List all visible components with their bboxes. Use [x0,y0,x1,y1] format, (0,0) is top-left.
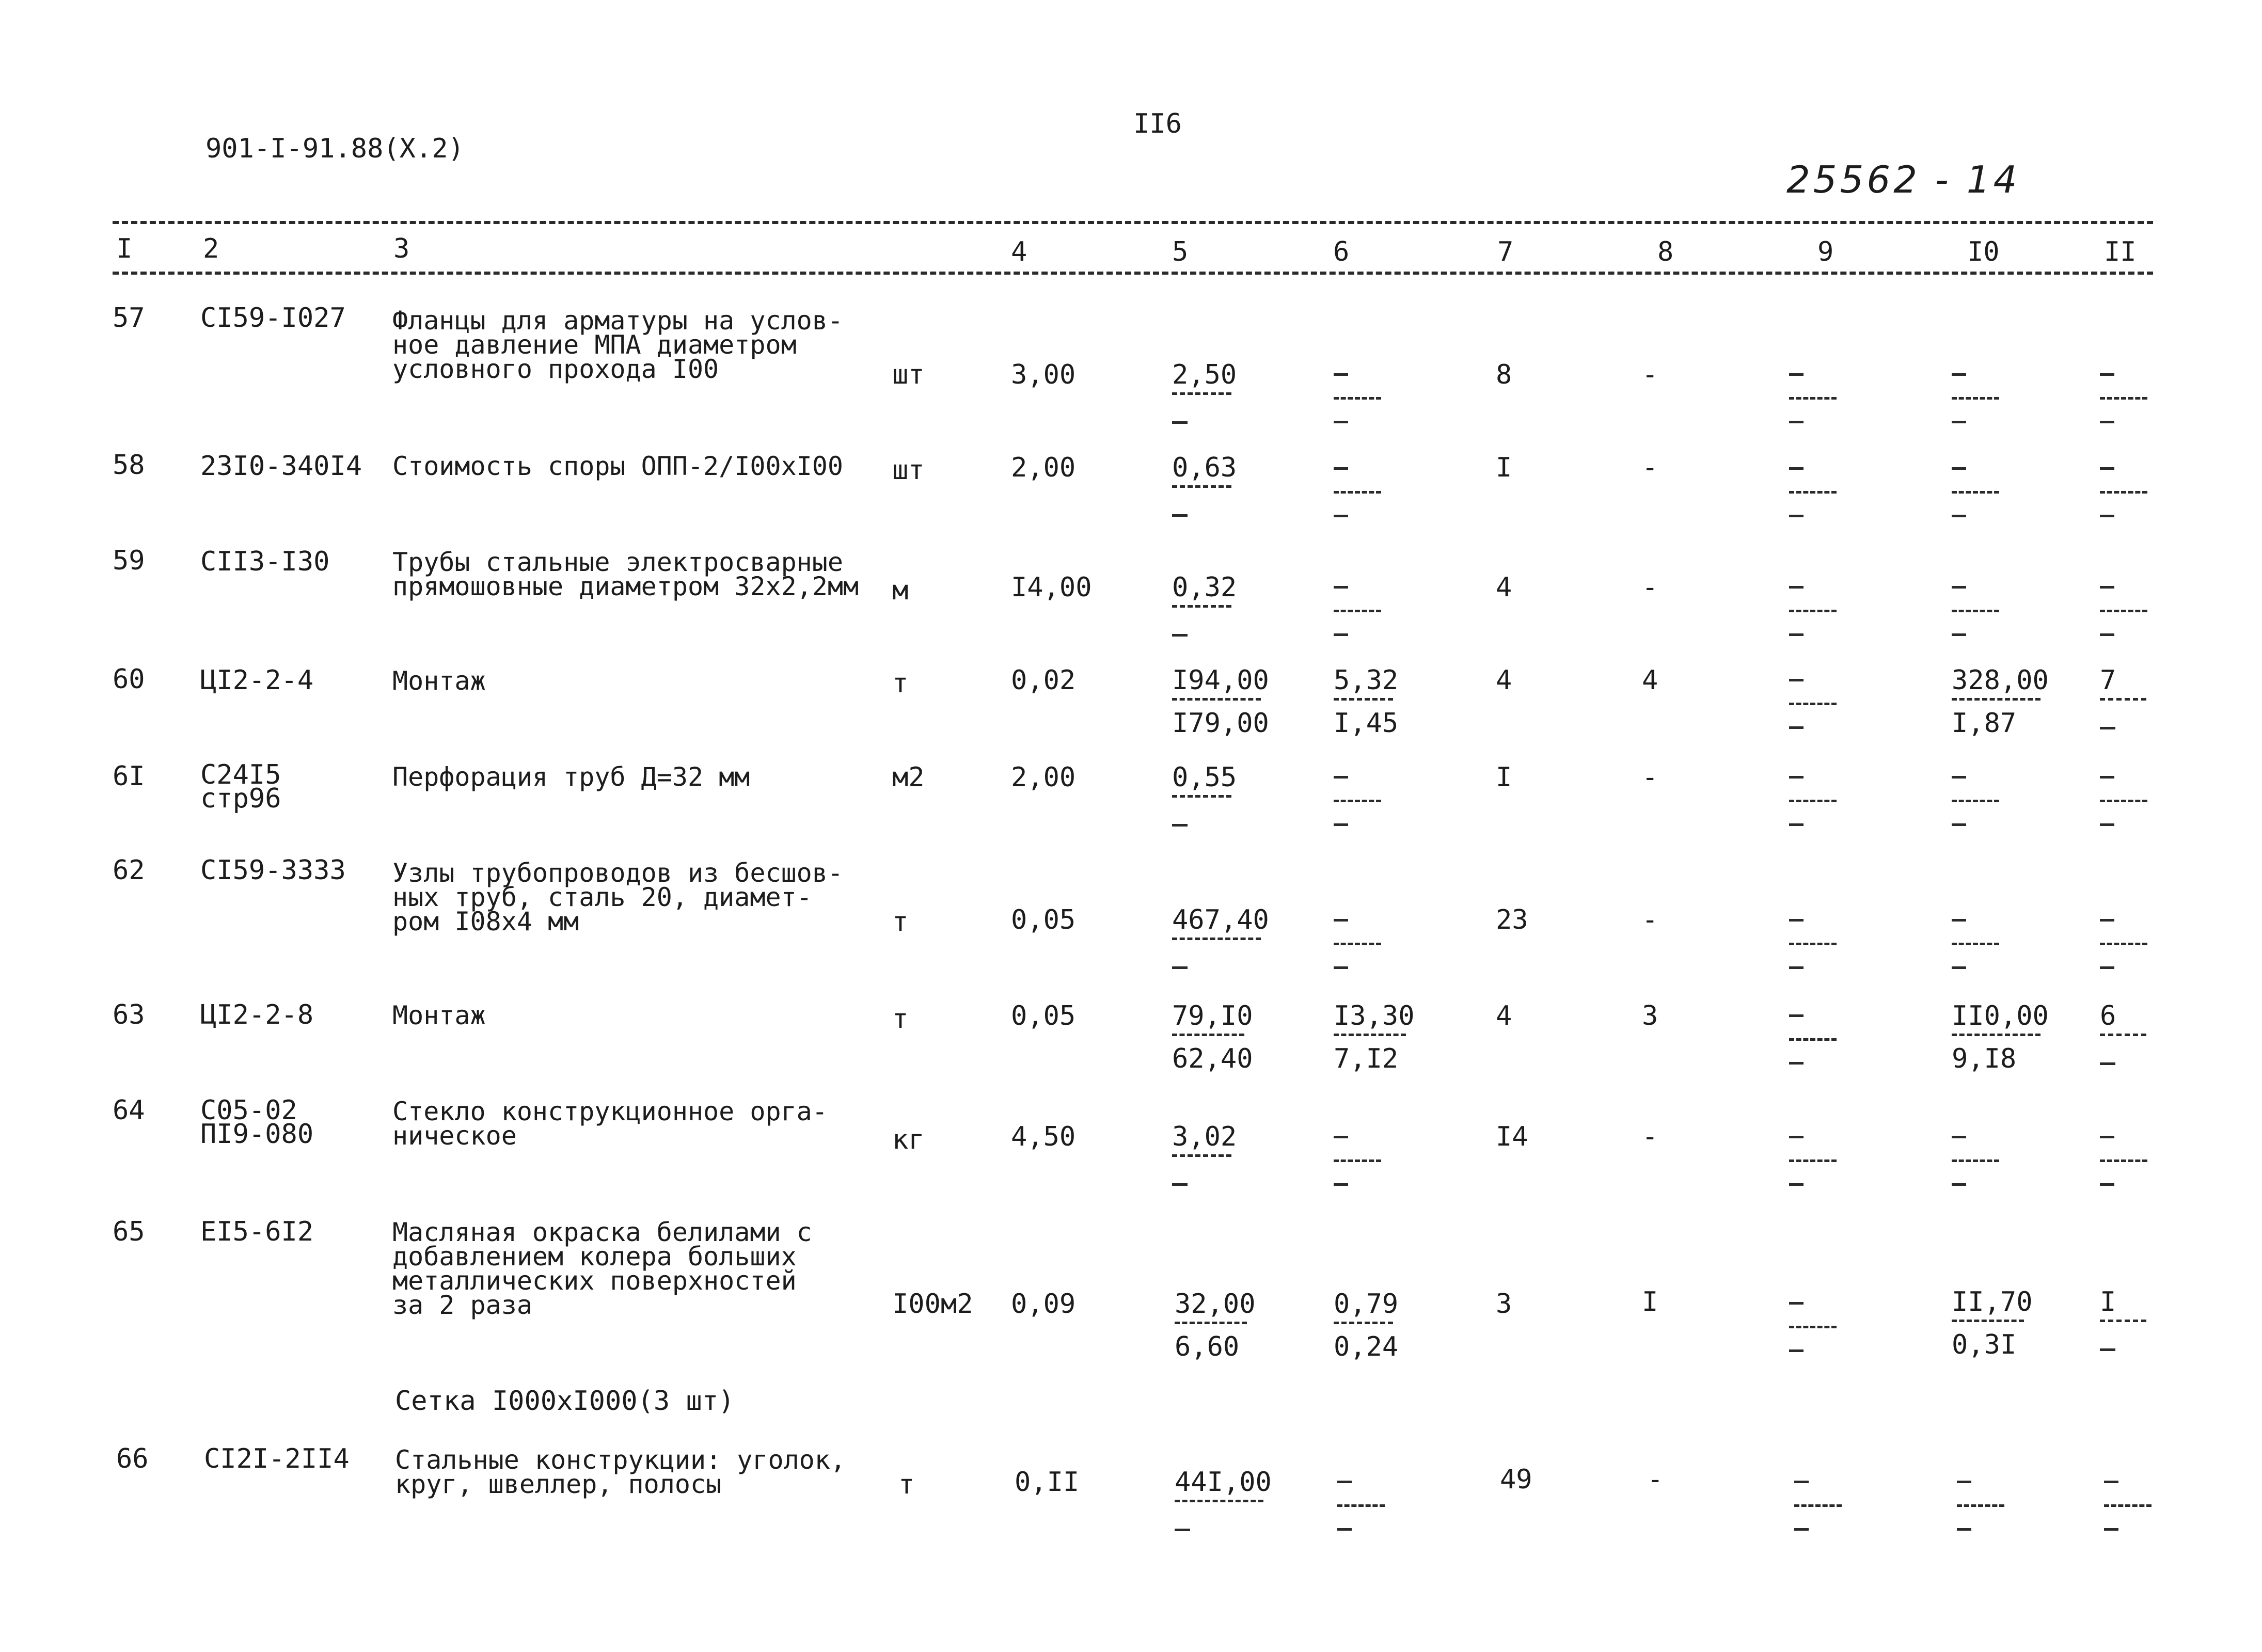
column-header-8: 8 [1657,236,1674,267]
unit-cost-total: 0,55 [1172,762,1237,793]
machine-cost-total: 5,32 [1334,665,1399,696]
machine-cost-wage: I,45 [1334,708,1399,739]
column-11-value [2100,1286,2146,1322]
row-number: 58 [113,450,145,481]
unit-cost-total: 3,02 [1172,1121,1237,1152]
column-header-5: 5 [1172,236,1189,267]
unit: I00м2 [892,1289,973,1320]
work-description: Узлы трубопроводов из бесшов- ных труб, сталь 20, диамет- ром I08х4 мм [392,858,843,936]
unit: т [892,1004,909,1035]
work-description: Стекло конструкционное орга- ническое [392,1097,828,1151]
column-8-value: - [1642,904,1658,935]
header-bottom-rule [113,272,2153,275]
unit: шт [892,455,925,486]
row-number: 64 [113,1095,145,1126]
column-10-wage: 9,I8 [1952,1043,2017,1074]
quantity: 0,09 [1011,1289,1076,1320]
price-code: C05-02 ПI9-080 [200,1095,314,1150]
column-header-4: 4 [1011,236,1027,267]
column-8-value: 4 [1642,665,1658,696]
unit-cost [1172,574,1237,608]
quantity: 0,II [1015,1467,1080,1498]
unit: т [898,1469,915,1500]
column-10-value [1952,1000,2049,1074]
page-number: II6 [1133,108,1182,139]
unit-cost [1175,1291,1256,1360]
unit-cost-total: 0,63 [1172,452,1237,483]
unit-cost-wage: I79,00 [1172,708,1269,739]
price-code: CI59-3333 [200,855,346,886]
unit-cost-total: 44I,00 [1175,1467,1272,1498]
column-8-value: - [1647,1464,1664,1495]
quantity: 0,02 [1011,665,1076,696]
column-header-2: 2 [203,233,219,264]
work-description: Монтаж [392,1000,486,1030]
machine-cost-wage: 7,I2 [1334,1043,1399,1074]
column-8-value: 3 [1642,1000,1658,1031]
column-header-3: 3 [393,233,410,264]
column-11-value [2100,667,2146,701]
machine-cost [1334,667,1398,737]
row-number: 63 [113,999,145,1030]
price-code: 23I0-340I4 [200,451,362,482]
column-11-total: 6 [2100,1000,2116,1031]
unit-cost-total: 2,50 [1172,359,1237,390]
column-8-value: - [1642,762,1658,793]
column-11-value [2100,1000,2146,1036]
unit-cost [1172,1123,1237,1157]
column-7-value: 49 [1500,1464,1532,1495]
unit-cost [1172,764,1237,798]
column-7-value: 8 [1496,359,1512,390]
price-code: ЦI2-2-8 [200,999,314,1030]
column-10-total: II0,00 [1952,1000,2049,1031]
row-number: 65 [113,1216,145,1247]
machine-cost [1334,1291,1398,1360]
unit: кг [892,1124,925,1155]
machine-cost-total: 0,79 [1334,1289,1399,1320]
unit-cost-total: 79,I0 [1172,1000,1253,1031]
unit-cost-wage: 6,60 [1175,1331,1240,1362]
column-10-wage: 0,3I [1952,1329,2017,1360]
column-header-9: 9 [1817,236,1834,267]
price-code: EI5-6I2 [200,1216,314,1247]
row-number: 59 [113,545,145,576]
quantity: 4,50 [1011,1121,1076,1152]
row-number: 60 [113,664,145,695]
unit: шт [892,359,925,390]
work-description: Фланцы для арматуры на услов- ное давление МПА диаметром условного прохода I00 [392,306,843,384]
column-11-total: 7 [2100,665,2116,696]
price-code: ЦI2-2-4 [200,665,314,696]
unit-cost-total: 32,00 [1175,1289,1256,1320]
unit-cost [1172,904,1269,940]
column-7-value: I [1496,452,1512,483]
unit-cost [1172,1000,1253,1074]
column-7-value: 4 [1496,1000,1512,1031]
column-10-wage: I,87 [1952,708,2017,739]
column-8-value: - [1642,1121,1658,1152]
quantity: 2,00 [1011,452,1076,483]
quantity: I4,00 [1011,572,1092,603]
row-number: 6I [113,761,145,792]
column-10-value [1952,667,2049,737]
work-description: Стоимость споры ОПП-2/I00хI00 [392,451,843,481]
column-header-10: I0 [1967,236,2000,267]
column-10-value [1952,1286,2033,1360]
column-8-value: - [1642,452,1658,483]
row-number: 66 [116,1443,149,1474]
machine-cost-wage: 0,24 [1334,1331,1399,1362]
unit: м2 [892,762,925,793]
column-7-value: I4 [1496,1121,1528,1152]
machine-cost [1334,1000,1415,1074]
unit-cost-total: 0,32 [1172,572,1237,603]
price-code: CI59-I027 [200,303,346,333]
column-7-value: 4 [1496,572,1512,603]
unit-cost [1175,1469,1272,1502]
work-description: Перфорация труб Д=32 мм [392,762,750,792]
column-header-6: 6 [1333,236,1350,267]
column-7-value: 4 [1496,665,1512,696]
unit-cost [1172,361,1237,395]
quantity: 0,05 [1011,1000,1076,1031]
work-description: Масляная окраска белилами с добавлением колера больших металлических поверхностей за 2 раза [392,1217,812,1320]
section-heading: Сетка I000хI000(3 шт) [395,1386,735,1417]
unit: т [892,668,909,699]
row-number: 57 [113,303,145,333]
quantity: 2,00 [1011,762,1076,793]
column-7-value: 23 [1496,904,1528,935]
column-8-value: I [1642,1286,1658,1317]
unit-cost [1172,454,1237,488]
header-top-rule [113,221,2153,224]
unit: т [892,907,909,938]
unit: м [892,575,909,606]
machine-cost-total: I3,30 [1334,1000,1415,1031]
column-10-total: II,70 [1952,1286,2033,1317]
work-description: Монтаж [392,666,486,696]
unit-cost [1172,667,1269,737]
column-11-total: I [2100,1286,2116,1317]
quantity: 3,00 [1011,359,1076,390]
column-header-11: II [2104,236,2137,267]
price-code: C24I5 стр96 [200,759,281,814]
column-8-value: - [1642,572,1658,603]
price-code: CI2I-2II4 [204,1443,350,1474]
unit-cost-total: 467,40 [1172,904,1269,935]
price-code: CII3-I30 [200,546,330,577]
unit-cost-wage: 62,40 [1172,1043,1253,1074]
column-10-total: 328,00 [1952,665,2049,696]
row-number: 62 [113,855,145,886]
column-header-1: I [116,233,133,264]
document-code: 901-I-91.88(X.2) [205,133,464,164]
column-header-7: 7 [1497,236,1514,267]
column-8-value: - [1642,359,1658,390]
unit-cost-total: I94,00 [1172,665,1269,696]
work-description: Трубы стальные электросварные прямошовные диаметром 32х2,2мм [392,547,859,601]
column-7-value: 3 [1496,1289,1512,1320]
inventory-stamp: 25562 - 14 [1786,158,2020,201]
quantity: 0,05 [1011,904,1076,935]
work-description: Стальные конструкции: уголок, круг, швеллер, полосы [395,1445,846,1499]
column-7-value: I [1496,762,1512,793]
